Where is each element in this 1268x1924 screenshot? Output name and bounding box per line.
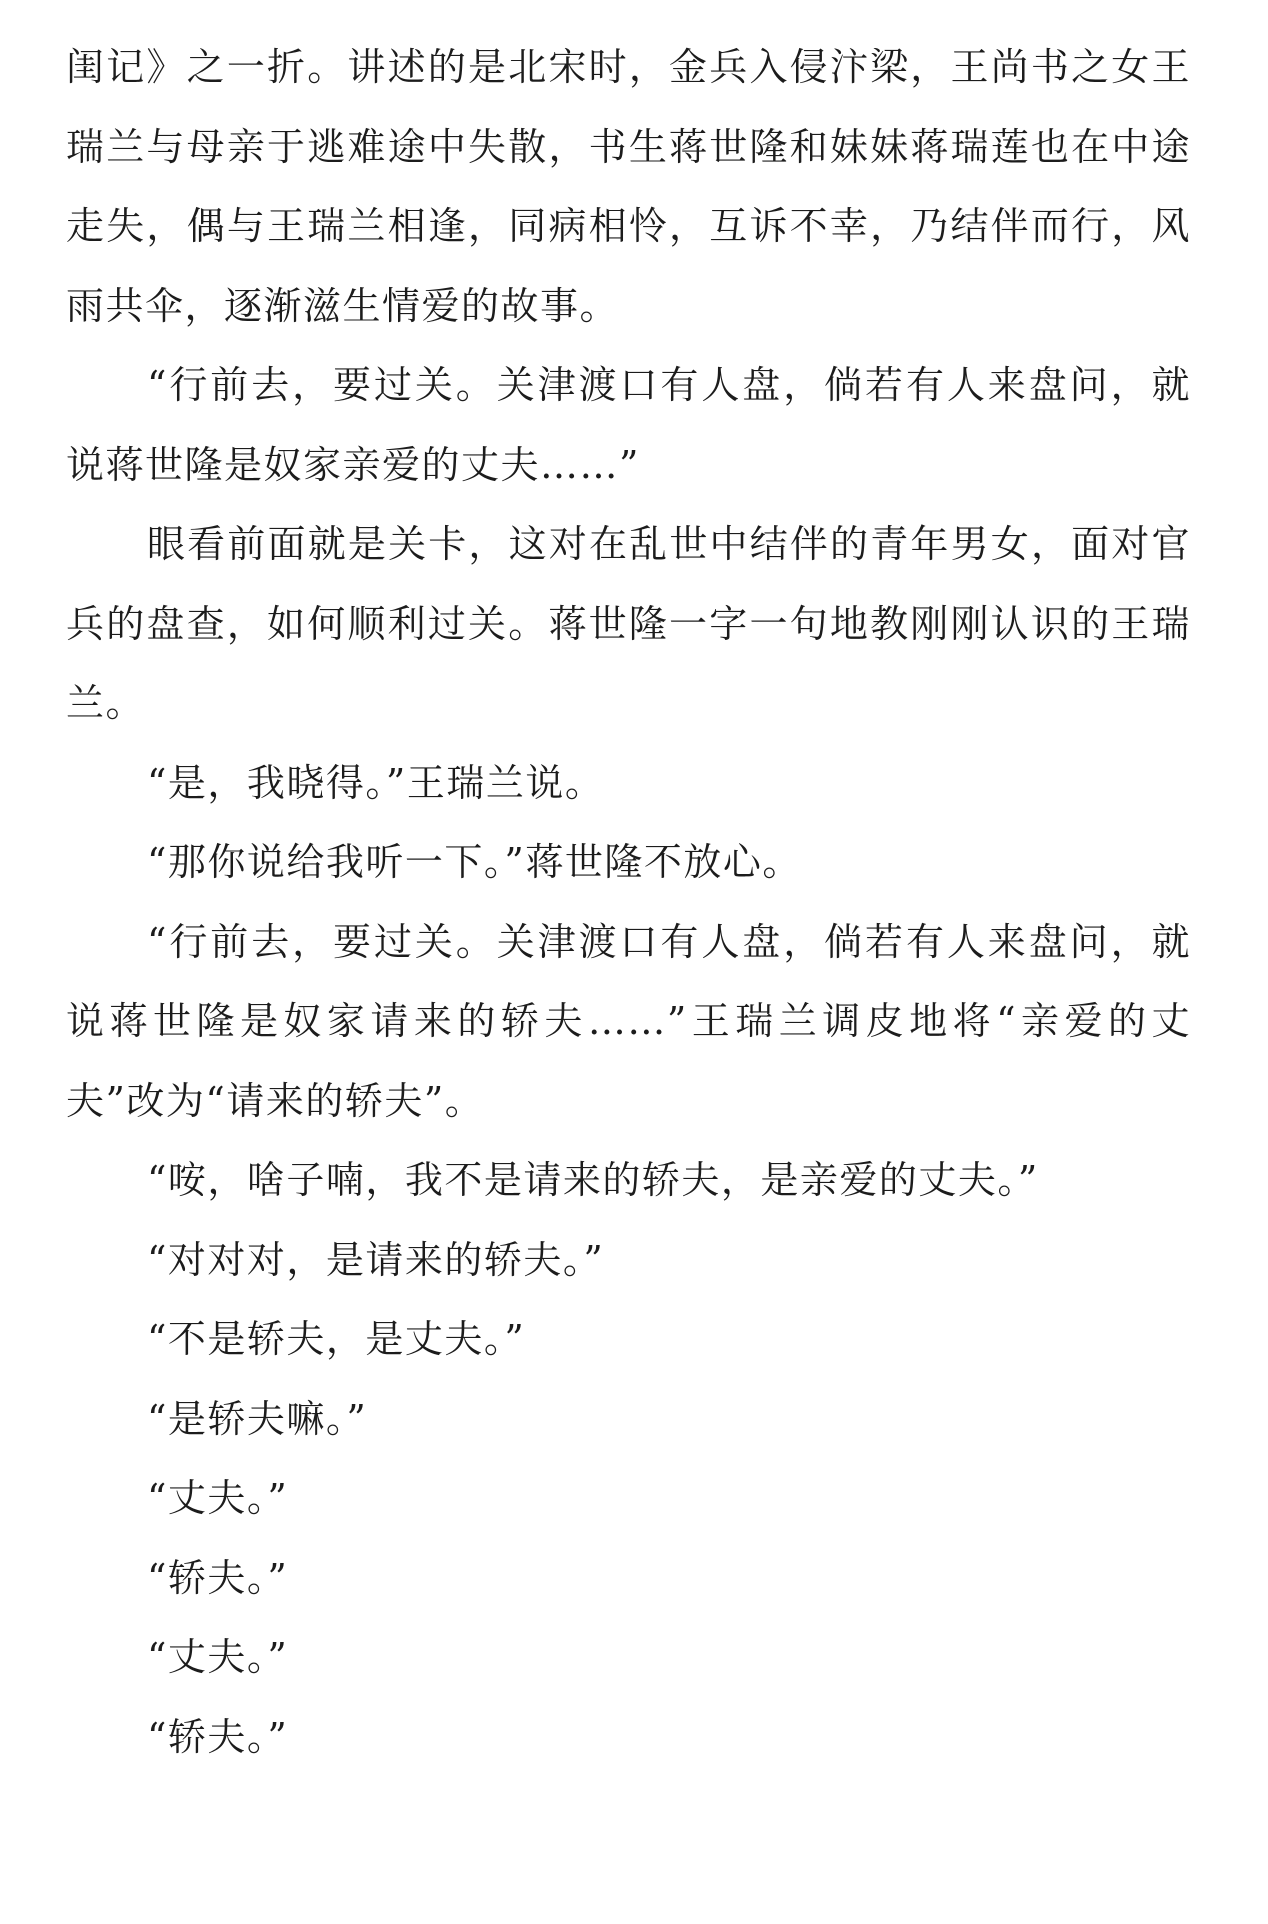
paragraph: 闺记》之一折。讲述的是北宋时，金兵入侵汴梁，王尚书之女王瑞兰与母亲于逃难途中失散，书生蒋世隆和妹妹蒋瑞莲也在中途走失，偶与王瑞兰相逢，同病相怜，互诉不幸，乃结伴而行，风雨共伞，逐渐滋生情爱的故事。 [66,45,1191,328]
paragraph: “是，我晓得。”王瑞兰说。 [147,760,605,805]
paragraph: “轿夫。” [147,1555,289,1600]
paragraph: “行前去，要过关。关津渡口有人盘，倘若有人来盘问，就说蒋世隆是奴家请来的轿夫……”王瑞兰调皮地将“亲爱的丈夫”改为“请来的轿夫”。 [66,919,1191,1123]
paragraph: 眼看前面就是关卡，这对在乱世中结伴的青年男女，面对官兵的盘查，如何顺利过关。蒋世隆一字一句地教刚刚认识的王瑞兰。 [66,522,1191,725]
paragraph: “丈夫。” [147,1476,289,1520]
paragraph: “不是轿夫，是丈夫。” [147,1317,526,1361]
paragraph: “是轿夫嘛。” [147,1396,368,1441]
paragraph: “对对对，是请来的轿夫。” [147,1237,605,1282]
paragraph: “那你说给我听一下。”蒋世隆不放心。 [147,840,802,884]
paragraph: “行前去，要过关。关津渡口有人盘，倘若有人来盘问，就说蒋世隆是奴家亲爱的丈夫……” [66,363,1191,487]
paragraph: “轿夫。” [147,1714,289,1759]
paragraph: “丈夫。” [147,1635,289,1679]
body-text [66,28,1191,1777]
paragraph: “咹，啥子喃，我不是请来的轿夫，是亲爱的丈夫。” [147,1158,1039,1202]
